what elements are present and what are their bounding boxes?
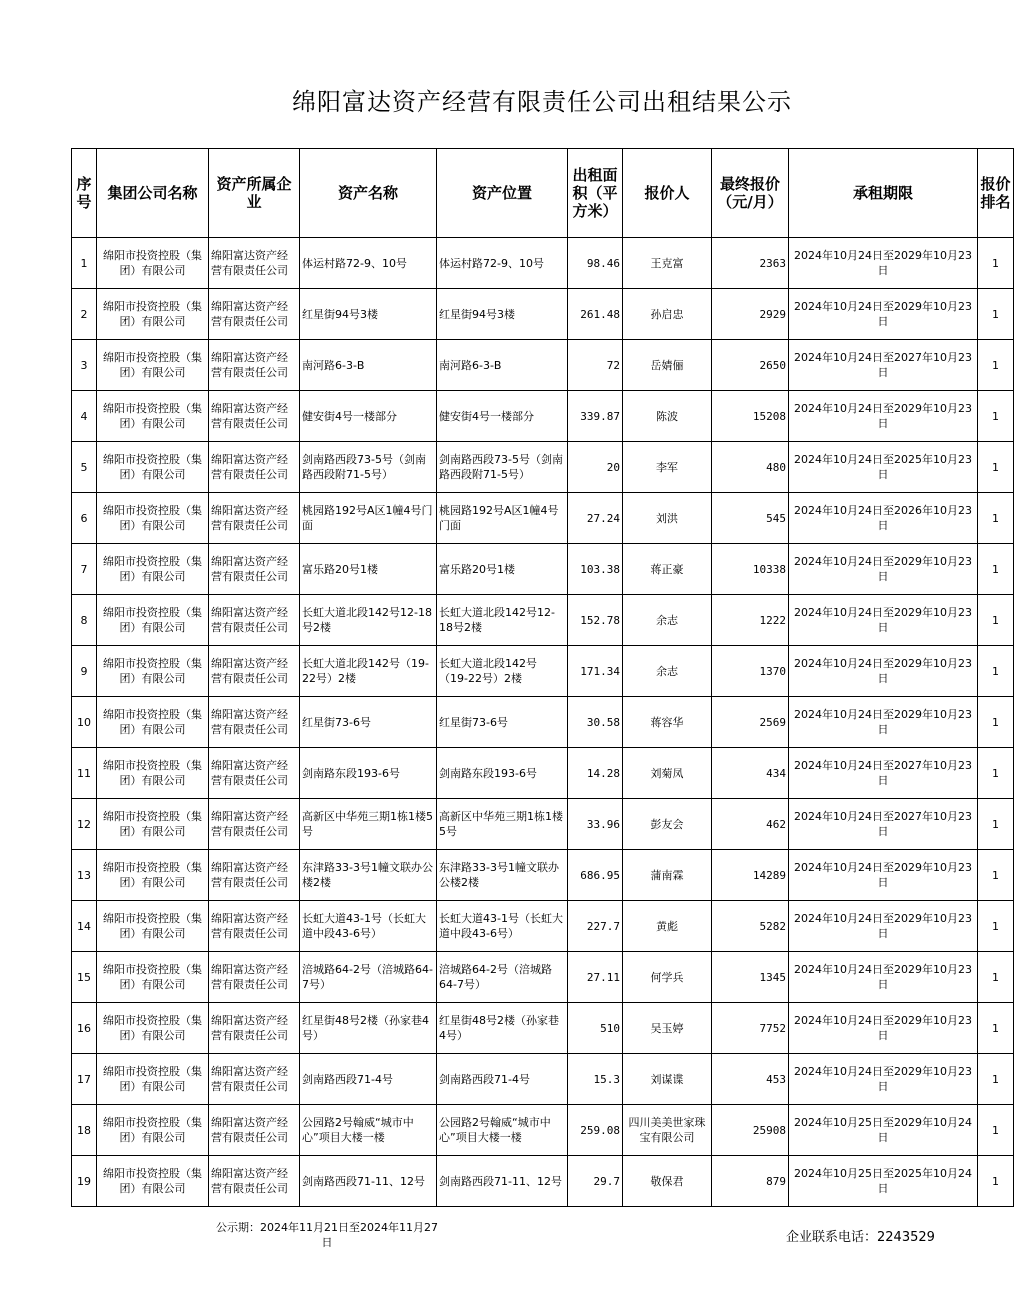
cell-term: 2024年10月24日至2026年10月23日 — [789, 493, 978, 544]
header-rank: 报价排名 — [978, 149, 1014, 238]
cell-owner: 绵阳富达资产经营有限责任公司 — [209, 1003, 300, 1054]
cell-asset-name: 长虹大道北段142号（19-22号）2楼 — [300, 646, 437, 697]
cell-asset-name: 剑南路西段71-11、12号 — [300, 1156, 437, 1207]
cell-price: 14289 — [712, 850, 789, 901]
cell-rank: 1 — [978, 1054, 1014, 1105]
cell-bidder: 余志 — [623, 646, 712, 697]
cell-rank: 1 — [978, 1003, 1014, 1054]
cell-asset-name: 涪城路64-2号（涪城路64-7号） — [300, 952, 437, 1003]
cell-location: 长虹大道北段142号12-18号2楼 — [437, 595, 568, 646]
table-row — [72, 799, 1014, 850]
cell-bidder: 蒋容华 — [623, 697, 712, 748]
cell-owner: 绵阳富达资产经营有限责任公司 — [209, 748, 300, 799]
cell-asset-name: 红星街48号2楼（孙家巷4号） — [300, 1003, 437, 1054]
cell-area: 510 — [568, 1003, 623, 1054]
cell-term: 2024年10月25日至2025年10月24日 — [789, 1156, 978, 1207]
cell-asset-name: 健安街4号一楼部分 — [300, 391, 437, 442]
table-row — [72, 901, 1014, 952]
cell-location: 剑南路东段193-6号 — [437, 748, 568, 799]
cell-owner: 绵阳富达资产经营有限责任公司 — [209, 646, 300, 697]
table-row — [72, 493, 1014, 544]
cell-location: 红星街94号3楼 — [437, 289, 568, 340]
table-row — [72, 1003, 1014, 1054]
cell-rank: 1 — [978, 646, 1014, 697]
cell-price: 25908 — [712, 1105, 789, 1156]
cell-rank: 1 — [978, 493, 1014, 544]
cell-area: 15.3 — [568, 1054, 623, 1105]
cell-location: 东津路33-3号1幢文联办公楼2楼 — [437, 850, 568, 901]
cell-owner: 绵阳富达资产经营有限责任公司 — [209, 901, 300, 952]
cell-group: 绵阳市投资控股（集团）有限公司 — [97, 952, 209, 1003]
cell-owner: 绵阳富达资产经营有限责任公司 — [209, 544, 300, 595]
cell-asset-name: 桃园路192号A区1幢4号门面 — [300, 493, 437, 544]
cell-area: 30.58 — [568, 697, 623, 748]
table-row — [72, 340, 1014, 391]
cell-price: 5282 — [712, 901, 789, 952]
cell-owner: 绵阳富达资产经营有限责任公司 — [209, 442, 300, 493]
cell-seq: 8 — [72, 595, 97, 646]
header-area: 出租面积（平方米） — [568, 149, 623, 238]
header-seq: 序号 — [72, 149, 97, 238]
cell-price: 462 — [712, 799, 789, 850]
cell-owner: 绵阳富达资产经营有限责任公司 — [209, 1105, 300, 1156]
cell-group: 绵阳市投资控股（集团）有限公司 — [97, 238, 209, 289]
cell-price: 15208 — [712, 391, 789, 442]
cell-location: 体运村路72-9、10号 — [437, 238, 568, 289]
header-location: 资产位置 — [437, 149, 568, 238]
cell-seq: 7 — [72, 544, 97, 595]
cell-area: 171.34 — [568, 646, 623, 697]
cell-term: 2024年10月24日至2029年10月23日 — [789, 544, 978, 595]
cell-term: 2024年10月24日至2029年10月23日 — [789, 1054, 978, 1105]
cell-bidder: 岳婧俪 — [623, 340, 712, 391]
cell-price: 2569 — [712, 697, 789, 748]
cell-bidder: 李军 — [623, 442, 712, 493]
cell-rank: 1 — [978, 1156, 1014, 1207]
cell-term: 2024年10月24日至2025年10月23日 — [789, 442, 978, 493]
notice-period: 公示期：2024年11月21日至2024年11月27日 — [216, 1221, 438, 1249]
cell-location: 南河路6-3-B — [437, 340, 568, 391]
cell-seq: 9 — [72, 646, 97, 697]
cell-location: 长虹大道43-1号（长虹大道中段43-6号） — [437, 901, 568, 952]
cell-rank: 1 — [978, 238, 1014, 289]
table-row — [72, 289, 1014, 340]
header-group: 集团公司名称 — [97, 149, 209, 238]
cell-term: 2024年10月24日至2029年10月23日 — [789, 697, 978, 748]
cell-seq: 2 — [72, 289, 97, 340]
cell-group: 绵阳市投资控股（集团）有限公司 — [97, 850, 209, 901]
cell-rank: 1 — [978, 697, 1014, 748]
cell-location: 剑南路西段71-11、12号 — [437, 1156, 568, 1207]
cell-asset-name: 剑南路西段71-4号 — [300, 1054, 437, 1105]
cell-owner: 绵阳富达资产经营有限责任公司 — [209, 1156, 300, 1207]
header-bidder: 报价人 — [623, 149, 712, 238]
cell-owner: 绵阳富达资产经营有限责任公司 — [209, 952, 300, 1003]
cell-term: 2024年10月24日至2029年10月23日 — [789, 952, 978, 1003]
table-row — [72, 748, 1014, 799]
cell-price: 7752 — [712, 1003, 789, 1054]
cell-group: 绵阳市投资控股（集团）有限公司 — [97, 289, 209, 340]
cell-term: 2024年10月24日至2027年10月23日 — [789, 799, 978, 850]
cell-seq: 12 — [72, 799, 97, 850]
cell-term: 2024年10月24日至2029年10月23日 — [789, 646, 978, 697]
cell-bidder: 刘谋谍 — [623, 1054, 712, 1105]
cell-seq: 10 — [72, 697, 97, 748]
table-row — [72, 646, 1014, 697]
cell-price: 545 — [712, 493, 789, 544]
cell-owner: 绵阳富达资产经营有限责任公司 — [209, 238, 300, 289]
cell-group: 绵阳市投资控股（集团）有限公司 — [97, 1105, 209, 1156]
table-row — [72, 442, 1014, 493]
table-row — [72, 544, 1014, 595]
cell-area: 72 — [568, 340, 623, 391]
cell-price: 480 — [712, 442, 789, 493]
cell-asset-name: 红星街73-6号 — [300, 697, 437, 748]
cell-rank: 1 — [978, 340, 1014, 391]
cell-area: 27.24 — [568, 493, 623, 544]
cell-group: 绵阳市投资控股（集团）有限公司 — [97, 391, 209, 442]
cell-asset-name: 高新区中华苑三期1栋1楼5号 — [300, 799, 437, 850]
cell-asset-name: 富乐路20号1楼 — [300, 544, 437, 595]
page-title: 绵阳富达资产经营有限责任公司出租结果公示 — [292, 88, 792, 116]
cell-bidder: 四川美美世家珠宝有限公司 — [623, 1105, 712, 1156]
table-row — [72, 1054, 1014, 1105]
cell-group: 绵阳市投资控股（集团）有限公司 — [97, 697, 209, 748]
table-row — [72, 1156, 1014, 1207]
cell-group: 绵阳市投资控股（集团）有限公司 — [97, 1156, 209, 1207]
cell-area: 14.28 — [568, 748, 623, 799]
cell-asset-name: 体运村路72-9、10号 — [300, 238, 437, 289]
cell-bidder: 孙启忠 — [623, 289, 712, 340]
table-row — [72, 952, 1014, 1003]
cell-location: 公园路2号翰威“城市中心”项目大楼一楼 — [437, 1105, 568, 1156]
header-term: 承租期限 — [789, 149, 978, 238]
cell-rank: 1 — [978, 799, 1014, 850]
cell-seq: 18 — [72, 1105, 97, 1156]
cell-term: 2024年10月24日至2029年10月23日 — [789, 1003, 978, 1054]
cell-seq: 1 — [72, 238, 97, 289]
cell-area: 33.96 — [568, 799, 623, 850]
cell-price: 2650 — [712, 340, 789, 391]
cell-bidder: 陈波 — [623, 391, 712, 442]
cell-bidder: 黄彪 — [623, 901, 712, 952]
contact-phone: 企业联系电话：2243529 — [786, 1230, 935, 1245]
cell-area: 259.08 — [568, 1105, 623, 1156]
cell-rank: 1 — [978, 850, 1014, 901]
table-row — [72, 850, 1014, 901]
cell-bidder: 彭友会 — [623, 799, 712, 850]
cell-price: 434 — [712, 748, 789, 799]
table-row — [72, 697, 1014, 748]
cell-group: 绵阳市投资控股（集团）有限公司 — [97, 799, 209, 850]
cell-seq: 4 — [72, 391, 97, 442]
cell-group: 绵阳市投资控股（集团）有限公司 — [97, 340, 209, 391]
cell-owner: 绵阳富达资产经营有限责任公司 — [209, 340, 300, 391]
cell-seq: 19 — [72, 1156, 97, 1207]
table-row — [72, 595, 1014, 646]
cell-rank: 1 — [978, 289, 1014, 340]
cell-asset-name: 红星街94号3楼 — [300, 289, 437, 340]
header-price: 最终报价（元/月） — [712, 149, 789, 238]
cell-term: 2024年10月24日至2027年10月23日 — [789, 340, 978, 391]
cell-seq: 13 — [72, 850, 97, 901]
cell-rank: 1 — [978, 901, 1014, 952]
cell-group: 绵阳市投资控股（集团）有限公司 — [97, 1003, 209, 1054]
cell-asset-name: 南河路6-3-B — [300, 340, 437, 391]
cell-seq: 5 — [72, 442, 97, 493]
cell-location: 富乐路20号1楼 — [437, 544, 568, 595]
rental-results-table — [71, 148, 1014, 1207]
cell-area: 686.95 — [568, 850, 623, 901]
cell-rank: 1 — [978, 748, 1014, 799]
cell-rank: 1 — [978, 952, 1014, 1003]
cell-asset-name: 长虹大道43-1号（长虹大道中段43-6号） — [300, 901, 437, 952]
cell-location: 高新区中华苑三期1栋1楼5号 — [437, 799, 568, 850]
cell-rank: 1 — [978, 391, 1014, 442]
cell-location: 桃园路192号A区1幢4号门面 — [437, 493, 568, 544]
cell-rank: 1 — [978, 595, 1014, 646]
cell-price: 1345 — [712, 952, 789, 1003]
cell-group: 绵阳市投资控股（集团）有限公司 — [97, 544, 209, 595]
table-header-row — [72, 149, 1014, 238]
cell-location: 剑南路西段71-4号 — [437, 1054, 568, 1105]
cell-term: 2024年10月24日至2029年10月23日 — [789, 850, 978, 901]
cell-term: 2024年10月24日至2029年10月23日 — [789, 391, 978, 442]
cell-location: 剑南路西段73-5号（剑南路西段附71-5号） — [437, 442, 568, 493]
cell-bidder: 敬保君 — [623, 1156, 712, 1207]
cell-price: 10338 — [712, 544, 789, 595]
cell-owner: 绵阳富达资产经营有限责任公司 — [209, 595, 300, 646]
cell-area: 103.38 — [568, 544, 623, 595]
cell-owner: 绵阳富达资产经营有限责任公司 — [209, 850, 300, 901]
cell-group: 绵阳市投资控股（集团）有限公司 — [97, 595, 209, 646]
cell-area: 29.7 — [568, 1156, 623, 1207]
cell-area: 98.46 — [568, 238, 623, 289]
cell-seq: 14 — [72, 901, 97, 952]
cell-asset-name: 公园路2号翰威“城市中心”项目大楼一楼 — [300, 1105, 437, 1156]
cell-bidder: 吴玉婷 — [623, 1003, 712, 1054]
cell-location: 涪城路64-2号（涪城路64-7号） — [437, 952, 568, 1003]
cell-group: 绵阳市投资控股（集团）有限公司 — [97, 646, 209, 697]
cell-owner: 绵阳富达资产经营有限责任公司 — [209, 391, 300, 442]
cell-location: 红星街73-6号 — [437, 697, 568, 748]
cell-rank: 1 — [978, 544, 1014, 595]
cell-bidder: 蒲南霖 — [623, 850, 712, 901]
cell-group: 绵阳市投资控股（集团）有限公司 — [97, 748, 209, 799]
cell-bidder: 何学兵 — [623, 952, 712, 1003]
cell-price: 2929 — [712, 289, 789, 340]
cell-price: 453 — [712, 1054, 789, 1105]
cell-seq: 15 — [72, 952, 97, 1003]
cell-asset-name: 剑南路西段73-5号（剑南路西段附71-5号） — [300, 442, 437, 493]
cell-term: 2024年10月24日至2029年10月23日 — [789, 238, 978, 289]
cell-location: 红星街48号2楼（孙家巷4号） — [437, 1003, 568, 1054]
cell-owner: 绵阳富达资产经营有限责任公司 — [209, 697, 300, 748]
cell-bidder: 刘洪 — [623, 493, 712, 544]
cell-bidder: 王克富 — [623, 238, 712, 289]
cell-group: 绵阳市投资控股（集团）有限公司 — [97, 901, 209, 952]
cell-bidder: 余志 — [623, 595, 712, 646]
cell-group: 绵阳市投资控股（集团）有限公司 — [97, 493, 209, 544]
cell-term: 2024年10月24日至2027年10月23日 — [789, 748, 978, 799]
cell-rank: 1 — [978, 442, 1014, 493]
cell-price: 1222 — [712, 595, 789, 646]
cell-owner: 绵阳富达资产经营有限责任公司 — [209, 1054, 300, 1105]
cell-owner: 绵阳富达资产经营有限责任公司 — [209, 799, 300, 850]
cell-group: 绵阳市投资控股（集团）有限公司 — [97, 1054, 209, 1105]
table-row — [72, 1105, 1014, 1156]
cell-price: 1370 — [712, 646, 789, 697]
cell-area: 20 — [568, 442, 623, 493]
cell-price: 2363 — [712, 238, 789, 289]
cell-owner: 绵阳富达资产经营有限责任公司 — [209, 289, 300, 340]
cell-area: 152.78 — [568, 595, 623, 646]
cell-area: 261.48 — [568, 289, 623, 340]
cell-bidder: 刘菊凤 — [623, 748, 712, 799]
cell-asset-name: 剑南路东段193-6号 — [300, 748, 437, 799]
cell-term: 2024年10月24日至2029年10月23日 — [789, 289, 978, 340]
table-body — [72, 238, 1014, 1207]
cell-term: 2024年10月24日至2029年10月23日 — [789, 901, 978, 952]
cell-seq: 16 — [72, 1003, 97, 1054]
cell-group: 绵阳市投资控股（集团）有限公司 — [97, 442, 209, 493]
cell-owner: 绵阳富达资产经营有限责任公司 — [209, 493, 300, 544]
cell-location: 长虹大道北段142号（19-22号）2楼 — [437, 646, 568, 697]
table-row — [72, 391, 1014, 442]
cell-bidder: 蒋正豪 — [623, 544, 712, 595]
cell-term: 2024年10月24日至2029年10月23日 — [789, 595, 978, 646]
cell-asset-name: 长虹大道北段142号12-18号2楼 — [300, 595, 437, 646]
cell-area: 339.87 — [568, 391, 623, 442]
cell-seq: 11 — [72, 748, 97, 799]
header-asset-name: 资产名称 — [300, 149, 437, 238]
cell-price: 879 — [712, 1156, 789, 1207]
cell-seq: 3 — [72, 340, 97, 391]
cell-area: 27.11 — [568, 952, 623, 1003]
cell-area: 227.7 — [568, 901, 623, 952]
cell-asset-name: 东津路33-3号1幢文联办公楼2楼 — [300, 850, 437, 901]
cell-location: 健安街4号一楼部分 — [437, 391, 568, 442]
cell-rank: 1 — [978, 1105, 1014, 1156]
header-owner: 资产所属企业 — [209, 149, 300, 238]
cell-seq: 17 — [72, 1054, 97, 1105]
cell-seq: 6 — [72, 493, 97, 544]
cell-term: 2024年10月25日至2029年10月24日 — [789, 1105, 978, 1156]
table-row — [72, 238, 1014, 289]
